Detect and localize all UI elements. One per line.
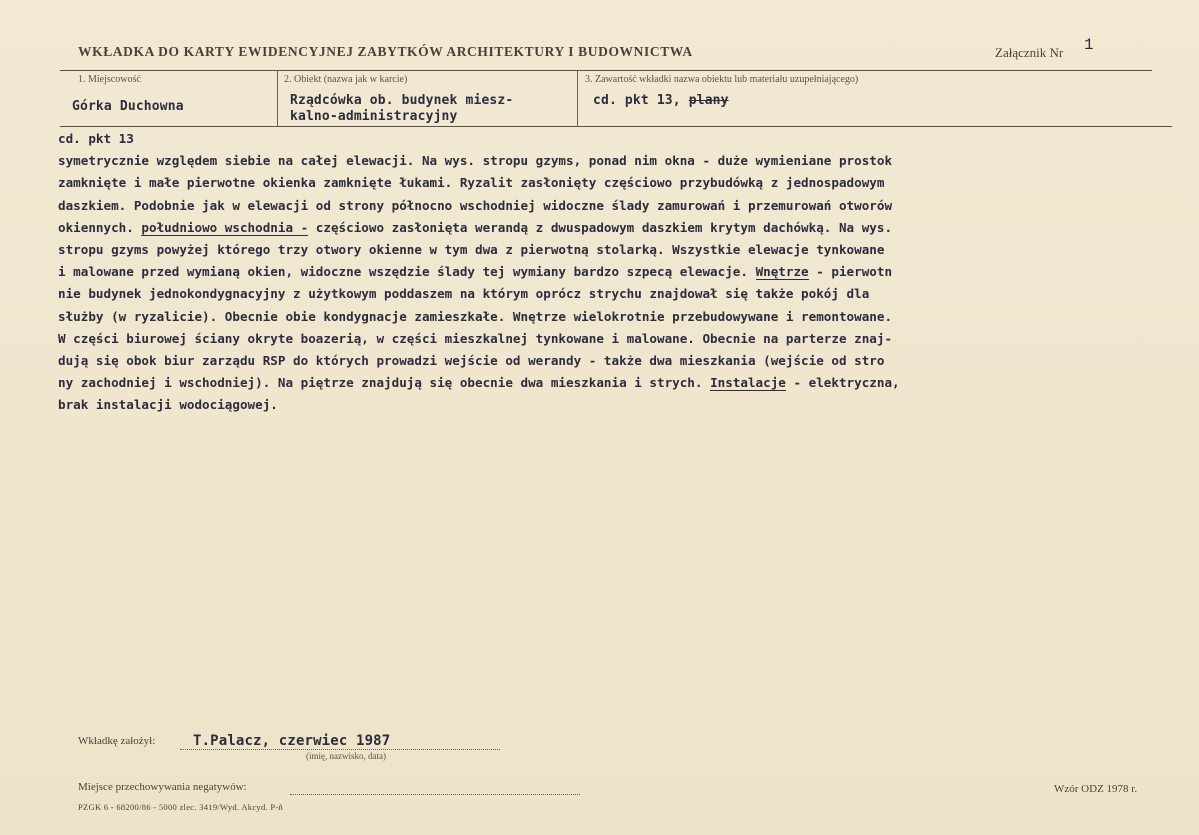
body-text [58,128,1178,417]
content-label: 3. Zawartość wkładki nazwa obiektu lub materiału uzupełniającego) [585,74,859,85]
content-value-struck: plany [688,93,729,108]
object-value-line2: kalno-administracyjny [290,109,458,124]
author-dotted-line [180,749,500,750]
header-top-rule [60,70,1152,71]
body-line-12: brak instalacji wodociągowej. [58,397,278,413]
body-line-11 [58,372,1178,394]
object-value-line1: Rządcówka ob. budynek miesz- [290,93,514,108]
body-line-4 [58,217,1178,239]
body-line-2: zamknięte i małe pierwotne okienka zamknięte łukami. Ryzalit zasłonięty częściowo przybudówką z jednospadowym [58,175,885,191]
body-line-3: daszkiem. Podobnie jak w elewacji od strony północno wschodniej widoczne ślady zamurowań i przemurowań otworów [58,197,893,213]
author-value: T.Palacz, czerwiec 1987 [193,733,391,749]
body-heading: cd. pkt 13 [58,131,134,146]
body-line-4-pre: okiennych. [58,219,142,235]
body-line-11-post: - elektryczna, [785,375,900,391]
content-value [593,93,729,108]
header-bottom-rule [60,126,1172,127]
content-value-text: cd. pkt 13, [593,93,681,108]
locality-label: 1. Miejscowość [78,74,141,85]
body-line-10: dują się obok biur zarządu RSP do których prowadzi wejście od werandy - także dwa mieszkania (wejście od stro [58,353,885,369]
body-line-9: W części biurowej ściany okryte boazerią, w części mieszkalnej tynkowane i malowane. Obecnie na parterze znaj- [58,330,893,346]
body-line-11-pre: ny zachodniej i wschodniej). Na piętrze znajdują się obecnie dwa mieszkania i strych. [58,375,711,391]
column-divider-2 [577,71,578,126]
storage-dotted-line [290,794,580,795]
annex-number: 1 [1084,36,1094,54]
author-hint: (imię, nazwisko, data) [306,751,386,761]
object-label: 2. Obiekt (nazwa jak w karcie) [284,74,408,85]
body-line-7: nie budynek jednokondygnacyjny z użytkowym poddaszem na którym oprócz strychu znajdował się także pokój dla [58,286,870,302]
column-divider-1 [277,71,278,126]
body-line-4-post: częściowo zasłonięta werandą z dwuspadowym daszkiem krytym dachówką. Na wys. [308,219,893,235]
annex-label: Załącznik Nr [995,45,1064,60]
body-line-6-pre: i malowane przed wymianą okien, widoczne wszędzie ślady tej wymiany bardzo szpecą elewacje. [58,264,756,280]
locality-value: Górka Duchowna [72,99,184,114]
form-model: Wzór ODZ 1978 r. [1054,783,1138,795]
storage-label: Miejsce przechowywania negatywów: [78,781,247,793]
body-line-4-underlined: południowo wschodnia - [141,219,309,235]
print-info: PZGK 6 - 68200/86 - 5000 zlec. 3419/Wyd. Akcyd. P-ñ [78,802,284,812]
author-label: Wkładkę założył: [78,735,156,747]
form-title: WKŁADKA DO KARTY EWIDENCYJNEJ ZABYTKÓW ARCHITEKTURY I BUDOWNICTWA [78,44,693,59]
body-line-8: służby (w ryzalicie). Obecnie obie kondygnacje zamieszkałe. Wnętrze wielokrotnie przebudowywane i remontowane. [58,308,893,324]
body-line-6 [58,261,1178,283]
body-line-6-underlined: Wnętrze [755,264,809,280]
body-line-11-underlined: Instalacje [710,375,786,391]
body-line-5: stropu gzyms powyżej którego trzy otwory okienne w tym dwa z pierwotną stolarką. Wszystkie elewacje tynkowane [58,242,885,258]
body-line-1: symetrycznie względem siebie na całej elewacji. Na wys. stropu gzyms, ponad nim okna - duże wymieniane prostok [58,153,893,169]
body-line-6-post: - pierwotn [808,264,893,280]
